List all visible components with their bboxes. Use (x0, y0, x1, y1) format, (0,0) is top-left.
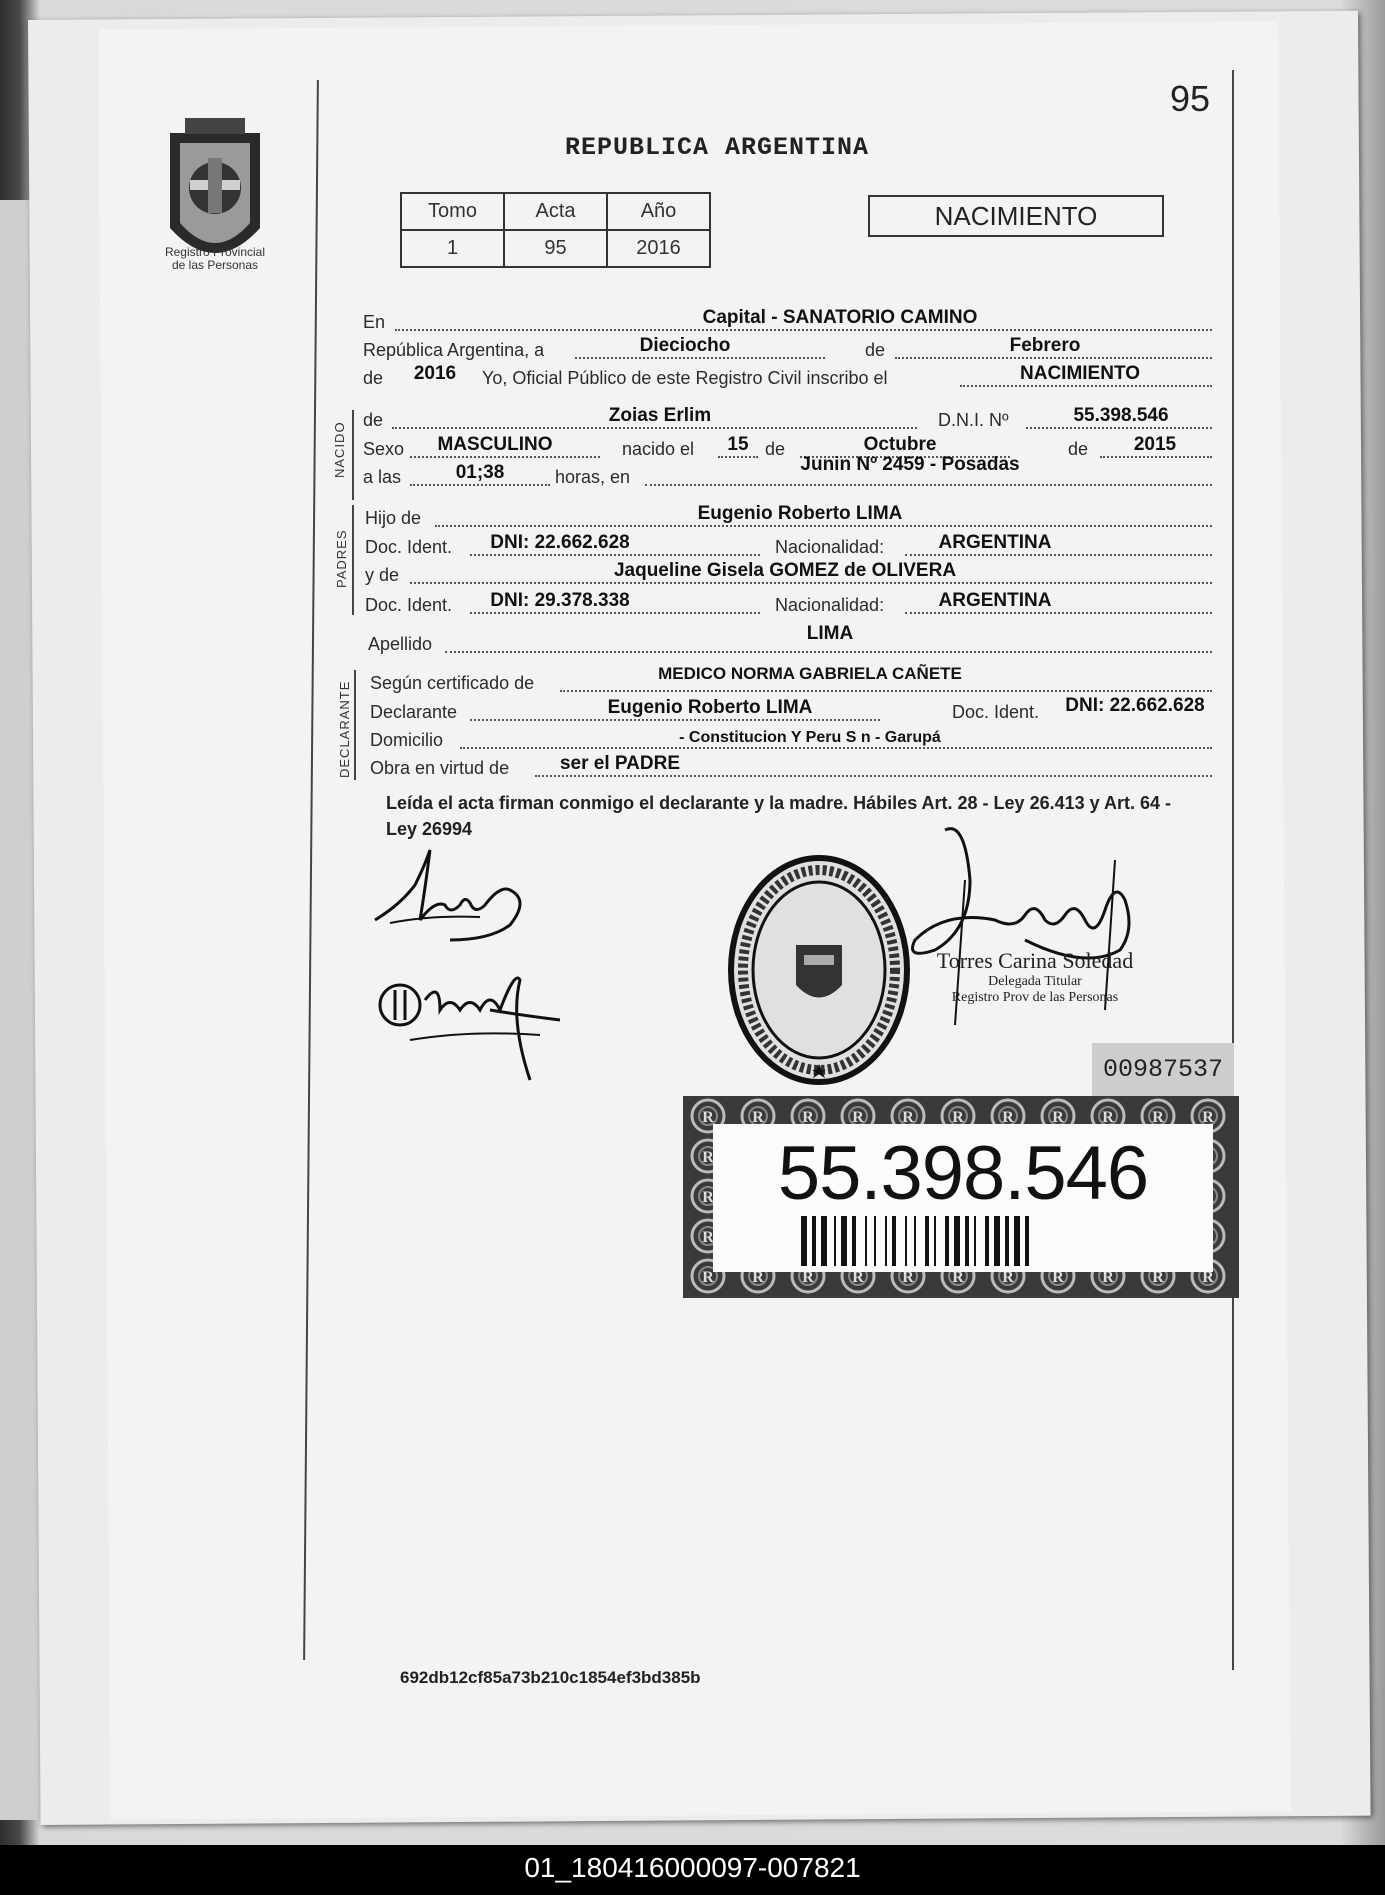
mother-doc-dots (470, 612, 760, 614)
doc3-label: Doc. Ident. (952, 702, 1040, 722)
nacido-label: nacido el (622, 439, 695, 459)
apellido-dots (445, 651, 1212, 653)
form-row-mother (360, 558, 1220, 588)
domicilio-value: - Constitucion Y Peru S n - Garupá (679, 729, 941, 746)
inscribo-dots (960, 385, 1212, 387)
birth-time-value: 01;38 (455, 462, 505, 483)
form-row-apellido (360, 623, 1220, 657)
form-row-obra (360, 751, 1220, 781)
sticker-label (713, 1124, 1213, 1272)
declarante-dots (470, 719, 880, 721)
yde-label: y de (365, 565, 400, 585)
en-value: Capital - SANATORIO CAMINO (702, 307, 978, 328)
en-label: En (363, 312, 386, 332)
father-dots (435, 525, 1212, 527)
segun-label: Según certificado de (370, 673, 535, 693)
crest-caption (150, 246, 280, 272)
official-seal-icon (724, 850, 914, 1090)
file-identifier: 01_180416000097-007821 (524, 1852, 861, 1883)
mother-name-value: Jaqueline Gisela GOMEZ de OLIVERA (613, 560, 957, 581)
volume-table-header-row (401, 193, 710, 230)
form-row-date (360, 333, 1220, 363)
en-dots (395, 329, 1212, 331)
delegate-registry: Registro Prov de las Personas (951, 990, 1119, 1005)
obra-dots (535, 775, 1212, 777)
volume-value-tomo: 1 (401, 230, 504, 267)
sexo-value: MASCULINO (437, 434, 553, 455)
volume-header-acta: Acta (504, 193, 607, 230)
de3-label: de (765, 439, 786, 459)
declarante-label: Declarante (370, 702, 458, 722)
de2-label: de (363, 368, 384, 388)
sexo-label: Sexo (363, 439, 405, 459)
nac2-label: Nacionalidad: (775, 595, 885, 615)
volume-header-tomo: Tomo (401, 193, 504, 230)
day-value: Dieciocho (639, 335, 731, 356)
inscribo-value: NACIMIENTO (1020, 363, 1140, 384)
place-dots (645, 484, 1212, 486)
child-name-value: Zoias Erlim (608, 405, 712, 426)
obra-value: ser el PADRE (559, 753, 681, 774)
birth-place-value: Junin Nº 2459 - Posadas (800, 454, 1020, 475)
mother-doc-value: DNI: 29.378.338 (490, 590, 630, 611)
record-type-box: NACIMIENTO (868, 195, 1164, 237)
form-row-child-name (360, 403, 1220, 433)
birth-day-value: 15 (727, 434, 749, 455)
volume-value-acta: 95 (504, 230, 607, 267)
form-row-father (360, 501, 1220, 531)
oficial-text: Yo, Oficial Público de este Registro Civil inscribo el (482, 368, 888, 388)
child-name-dots (392, 427, 917, 429)
nac1-label: Nacionalidad: (775, 537, 885, 557)
document-hash: 692db12cf85a73b210c1854ef3bd385b (400, 1668, 701, 1687)
obra-label: Obra en virtud de (370, 758, 510, 778)
form-row-en (360, 305, 1220, 335)
apellido-label: Apellido (368, 634, 433, 654)
crest-caption-line: Registro Provincial (164, 245, 266, 259)
form-row-mother-doc (360, 588, 1220, 618)
declarante-doc-value: DNI: 22.662.628 (1065, 695, 1205, 716)
sticker-id-number: 55.398.546 (777, 1131, 1149, 1216)
dni-dots (1026, 427, 1212, 429)
mother-dots (410, 582, 1212, 584)
right-margin-rule (1232, 70, 1234, 1670)
month-dots (895, 357, 1212, 359)
volume-header-ano: Año (607, 193, 710, 230)
form-row-father-doc (360, 530, 1220, 560)
form-row-declarante (360, 695, 1220, 725)
year-value: 2016 (413, 363, 457, 384)
republica-label: República Argentina, a (363, 340, 545, 360)
father-name-value: Eugenio Roberto LIMA (697, 503, 903, 524)
father-nat-dots (905, 554, 1212, 556)
alas-label: a las (363, 467, 402, 487)
dni-label: D.N.I. Nº (938, 410, 1009, 430)
apellido-value: LIMA (806, 623, 854, 644)
doc1-label: Doc. Ident. (365, 537, 453, 557)
padres-section-bar (352, 505, 354, 615)
nacido-section-label: NACIDO (332, 421, 347, 478)
time-dots (410, 484, 550, 486)
form-row-certificate (360, 666, 1220, 696)
birth-year-dots (1100, 456, 1212, 458)
sexo-dots (410, 456, 600, 458)
delegate-name: Torres Carina Soledad (936, 948, 1134, 973)
de4-label: de (1068, 439, 1089, 459)
father-nationality-value: ARGENTINA (938, 532, 1052, 553)
signature-left-2 (370, 960, 570, 1090)
declarante-value: Eugenio Roberto LIMA (607, 697, 813, 718)
child-name-label: de (363, 410, 384, 430)
volume-table-value-row (401, 230, 710, 267)
doc2-label: Doc. Ident. (365, 595, 453, 615)
form-row-time-place (360, 454, 1220, 490)
volume-table (400, 192, 711, 268)
id-number-sticker (683, 1096, 1239, 1298)
nacido-section-bar (352, 410, 354, 500)
closing-statement: Leída el acta firman conmigo el declarante y la madre. Hábiles Art. 28 - Ley 26.413 y Art. 64 - Ley 26994 (386, 793, 1171, 839)
child-dni-value: 55.398.546 (1073, 405, 1169, 426)
form-row-inscription (360, 361, 1220, 391)
birth-day-dots (718, 456, 758, 458)
declarante-section-label: DECLARANTE (337, 680, 352, 778)
signature-left-1 (370, 845, 540, 955)
birth-month-value: Octubre (863, 434, 937, 455)
crest-caption-line: de las Personas (171, 258, 259, 272)
month-value: Febrero (1009, 335, 1081, 356)
mother-nat-dots (905, 612, 1212, 614)
certificate-dots (560, 690, 1212, 692)
barcode-icon (801, 1216, 1131, 1266)
father-doc-value: DNI: 22.662.628 (490, 532, 630, 553)
form-row-domicilio (360, 723, 1220, 753)
delegate-block (920, 948, 1150, 1006)
father-doc-dots (470, 554, 760, 556)
certificate-value: MEDICO NORMA GABRIELA CAÑETE (658, 664, 962, 683)
horas-label: horas, en (555, 467, 631, 487)
document-title: REPUBLICA ARGENTINA (565, 133, 870, 162)
page-number: 95 (1169, 78, 1210, 119)
domicilio-dots (460, 747, 1212, 749)
serial-number: 00987537 (1092, 1043, 1234, 1097)
domicilio-label: Domicilio (370, 730, 444, 750)
volume-value-ano: 2016 (607, 230, 710, 267)
mother-nationality-value: ARGENTINA (938, 590, 1052, 611)
padres-section-label: PADRES (334, 529, 349, 588)
birth-year-value: 2015 (1133, 434, 1177, 455)
de-label: de (865, 340, 886, 360)
hijo-label: Hijo de (365, 508, 422, 528)
day-dots (575, 357, 825, 359)
delegate-role: Delegada Titular (988, 974, 1082, 989)
declarante-section-bar (354, 670, 356, 780)
